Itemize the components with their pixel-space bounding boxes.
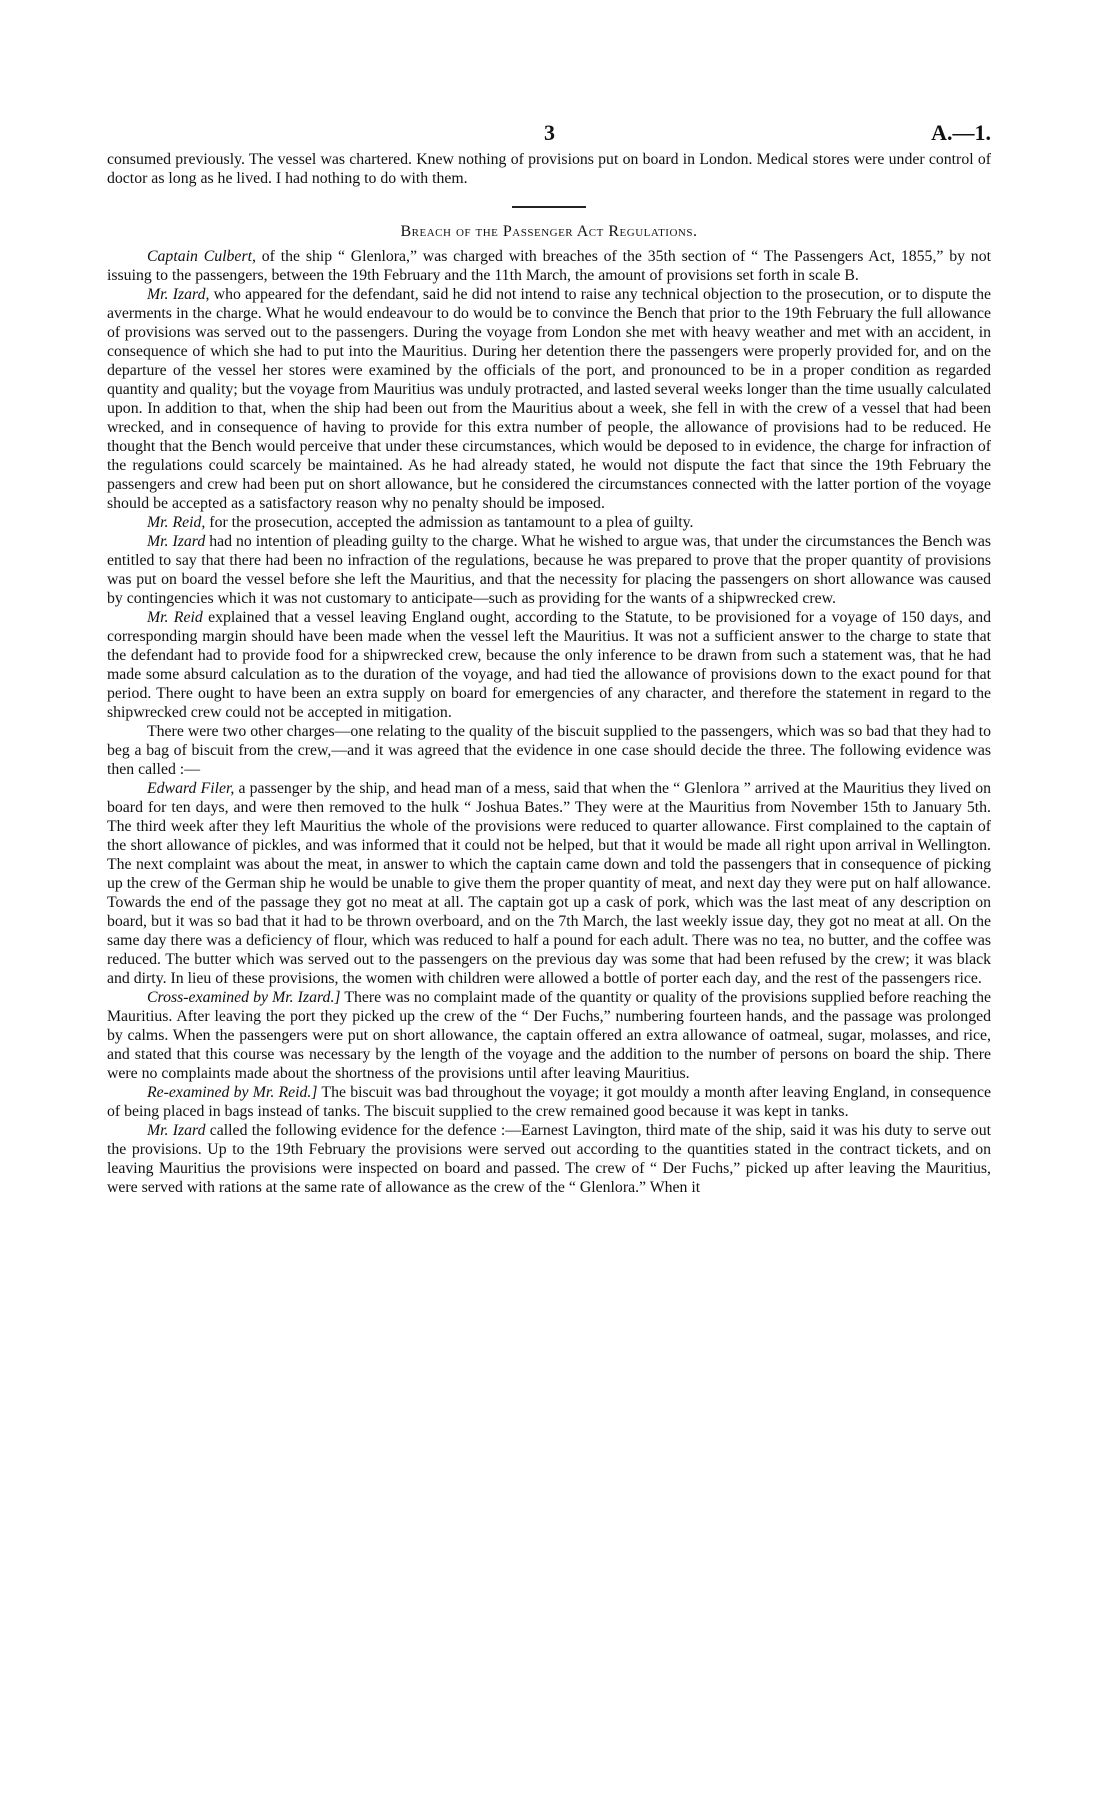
paragraph-lead: Edward Filer, (147, 780, 235, 797)
section-divider (512, 206, 586, 208)
paragraph-lead: Mr. Izard, (147, 286, 210, 303)
paragraph (107, 608, 991, 722)
paragraph-lead: Mr. Izard (147, 533, 206, 550)
paragraph-lead: Mr. Izard (147, 1122, 206, 1139)
paragraph (107, 532, 991, 608)
paragraph-text: had no intention of pleading guilty to the charge. What he wished to argue was, that under the circumstances the Bench was entitled to say that there had been no infraction of the regulations, because he was prepared to prove that the proper quantity of provisions was put on board the vessel before she left the Mauritius, and that the necessity for placing the passengers on short allowance was caused by contingencies which it was not customary to anticipate—such as providing for the wants of a shipwrecked crew. (107, 533, 991, 607)
section-heading: Breach of the Passenger Act Regulations. (400, 223, 698, 240)
page-header (107, 0, 991, 150)
paragraph-text: who appeared for the defendant, said he did not intend to raise any technical objection to the prosecution, or to dispute the averments in the charge. What he would endeavour to do would be to convince the Bench that prior to the 19th February the full allowance of provisions was served out to the passengers. During the voyage from London she met with heavy weather and met with an accident, in consequence of which she had to put into the Mauritius. During her detention there the passengers were properly provided for, and on the departure of the vessel her stores were examined by the officials of the port, and pronounced to be in a proper condition as regarded quantity and quality; but the voyage from Mauritius was unduly protracted, and lasted several weeks longer than the time usually calculated upon. In addition to that, when the ship had been out from the Mauritius about a week, she fell in with the crew of a vessel that had been wrecked, and in consequence of having to provide for this extra number of people, the allowance of provisions had to be reduced. He thought that the Bench would perceive that under these circumstances, which would be deposed to in evidence, the charge for infraction of the regulations could scarcely be maintained. As he had already stated, he would not dispute the fact that since the 19th February the passengers and crew had been put on short allowance, but he considered the circumstances connected with the latter portion of the voyage should be accepted as a satisfactory reason why no penalty should be imposed. (107, 286, 991, 512)
paragraph-lead: Cross-examined by Mr. Izard.] (147, 989, 341, 1006)
paragraph-text: for the prosecution, accepted the admission as tantamount to a plea of guilty. (205, 514, 694, 531)
paragraph-lead: Mr. Reid (147, 609, 203, 626)
document-reference: A.—1. (931, 120, 991, 145)
paragraph (107, 285, 991, 513)
paragraph-text: a passenger by the ship, and head man of a mess, said that when the “ Glenlora ” arrived at the Mauritius they lived on board for ten days, and were then removed to the hulk “ Joshua Bates.” They were at the Mauritius from November 15th to January 5th. The third week after they left Mauritius the whole of the provisions were reduced to quarter allowance. First complained to the captain of the short allowance of pickles, and was informed that it could not be helped, but that it would be made all right upon arrival in Wellington. The next complaint was about the meat, in answer to which the captain came down and told the passengers that in consequence of picking up the crew of the German ship he would be unable to give them the proper quantity of meat, and next day they were put on half allowance. Towards the end of the passage they got no meat at all. The captain got up a cask of pork, which was the last meat of any description on board, but it was so bad that it had to be thrown overboard, and on the 7th March, the last weekly issue day, they got no meat at all. On the same day there was a deficiency of flour, which was reduced to half a pound for each adult. There was no tea, no butter, and the coffee was reduced. The butter which was served out to the passengers on the previous day was some that had been refused by the crew; it was black and dirty. In lieu of these provisions, the women with children were allowed a bottle of porter each day, and the rest of the passengers rice. (107, 780, 991, 987)
paragraph-text: There was no complaint made of the quantity or quality of the provisions supplied before reaching the Mauritius. After leaving the port they picked up the crew of the “ Der Fuchs,” numbering fourteen hands, and the passage was prolonged by calms. When the passengers were put on short allowance, the captain offered an extra allowance of oatmeal, sugar, molasses, and rice, and stated that this course was necessary by the length of the voyage and the addition to the number of persons on board the ship. There were no complaints made about the shortness of the provisions until after leaving Mauritius. (107, 989, 991, 1082)
paragraph (107, 779, 991, 988)
paragraph-text: explained that a vessel leaving England ought, according to the Statute, to be provisioned for a voyage of 150 days, and corresponding margin should have been made when the vessel left the Mauritius. It was not a sufficient answer to the charge to state that the defendant had to provide food for a shipwrecked crew, because the only inference to be drawn from such a statement was, that he had made some absurd calculation as to the duration of the voyage, and had tied the allowance of provisions down to the exact pound for that period. There ought to have been an extra supply on board for emergencies of any character, and therefore the statement in regard to the shipwrecked crew could not be accepted in mitigation. (107, 609, 991, 721)
document-body (107, 150, 991, 1197)
document-page (107, 0, 991, 1197)
paragraph-text: There were two other charges—one relating to the quality of the biscuit supplied to the passengers, which was so bad that they had to beg a bag of biscuit from the crew,—and it was agreed that the evidence in one case should decide the three. The following evidence was then called :— (107, 723, 991, 778)
page-number: 3 (544, 120, 555, 145)
paragraph (107, 1083, 991, 1121)
paragraph (107, 1121, 991, 1197)
paragraph-lead: Re-examined by Mr. Reid.] (147, 1084, 318, 1101)
paragraph-text: called the following evidence for the defence :—Earnest Lavington, third mate of the ship, said it was his duty to serve out the provisions. Up to the 19th February the provisions were served out according to the quantities stated in the contract tickets, and on leaving Mauritius the provisions were inspected on board and passed. The crew of “ Der Fuchs,” picked up after leaving the Mauritius, were served with rations at the same rate of allowance as the crew of the “ Glenlora.” When it (107, 1122, 991, 1196)
paragraph-lead: Mr. Reid, (147, 514, 206, 531)
paragraph (107, 722, 991, 779)
paragraph-text: The biscuit was bad throughout the voyage; it got mouldy a month after leaving England, in consequence of being placed in bags instead of tanks. The biscuit supplied to the crew remained good because it was kept in tanks. (107, 1084, 991, 1120)
paragraph (107, 513, 991, 532)
paragraph (107, 988, 991, 1083)
intro-paragraph: consumed previously. The vessel was chartered. Knew nothing of provisions put on board in London. Medical stores were under control of doctor as long as he lived. I had nothing to do with them. (107, 151, 991, 187)
paragraph-text: of the ship “ Glenlora,” was charged with breaches of the 35th section of “ The Passengers Act, 1855,” by not issuing to the passengers, between the 19th February and the 11th March, the amount of provisions set forth in scale B. (107, 248, 991, 284)
paragraph (107, 247, 991, 285)
paragraph-lead: Captain Culbert, (147, 248, 256, 265)
